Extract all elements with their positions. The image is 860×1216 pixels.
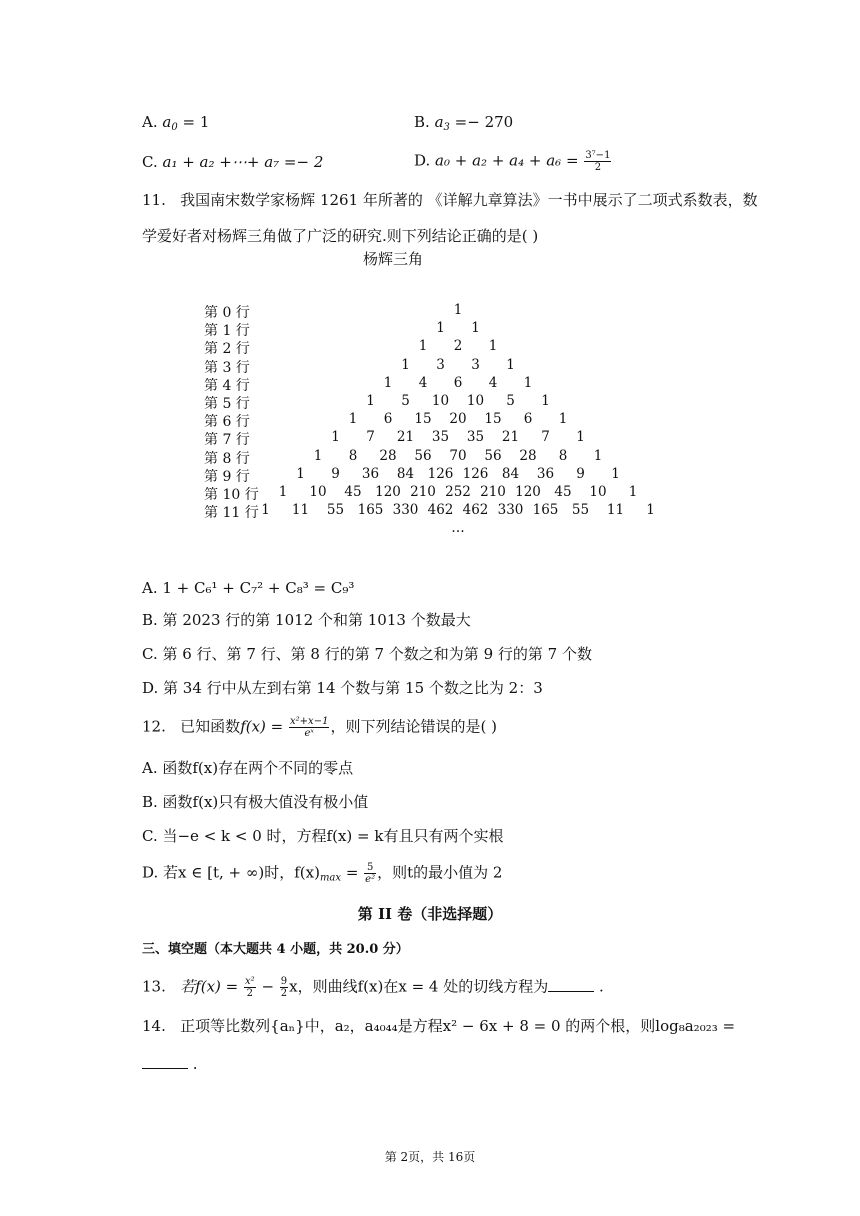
triangle-number: 70 bbox=[449, 447, 467, 464]
triangle-row-label: 第 8 行 bbox=[204, 450, 250, 467]
page-footer: 第 2页，共 16页 bbox=[384, 1150, 476, 1164]
triangle-number: 1 bbox=[436, 320, 445, 337]
triangle-number: 1 bbox=[348, 411, 358, 428]
q11-option-d: D. 第 34 行中从左到右第 14 个数与第 15 个数之比为 2：3 bbox=[142, 679, 543, 697]
triangle-number: 11 bbox=[291, 502, 310, 519]
math-var: a bbox=[434, 113, 444, 131]
triangle-number: 7 bbox=[366, 429, 375, 446]
triangle-number: 35 bbox=[431, 429, 450, 446]
triangle-number: 55 bbox=[326, 502, 345, 519]
q10-option-c bbox=[142, 152, 323, 172]
triangle-number: 1 bbox=[488, 338, 498, 355]
question-text: 我国南宋数学家杨辉 1261 年所著的 《详解九章算法》一书中展示了二项式系数表，数 bbox=[180, 191, 758, 209]
triangle-number: 1 bbox=[401, 356, 410, 373]
question-text: ，则下列结论错误的是( ) bbox=[330, 717, 497, 736]
triangle-number: 126 bbox=[427, 465, 454, 482]
triangle-row-label: 第 4 行 bbox=[204, 377, 250, 394]
triangle-number: 6 bbox=[453, 374, 463, 391]
triangle-number: 9 bbox=[576, 465, 585, 482]
frac-den: 2 bbox=[280, 988, 288, 999]
math-fx: f(x) = bbox=[240, 717, 284, 736]
triangle-number: 36 bbox=[361, 465, 380, 482]
triangle-number: 1 bbox=[278, 484, 288, 500]
frac-den: e² bbox=[365, 874, 376, 885]
math-fx: 若f(x) = bbox=[180, 977, 239, 996]
triangle-number: 1 bbox=[366, 393, 375, 409]
triangle-number: 120 bbox=[375, 484, 401, 500]
triangle-number: 1 bbox=[628, 484, 638, 500]
question-text: x，则曲线f(x)在x = 4 处的切线方程为 bbox=[289, 977, 549, 996]
q14-stem bbox=[142, 1016, 735, 1036]
q13-stem bbox=[142, 976, 604, 999]
q10-option-a bbox=[142, 112, 209, 138]
triangle-number: 1 bbox=[383, 374, 393, 391]
triangle-number: 10 bbox=[309, 484, 327, 500]
triangle-number: 210 bbox=[480, 484, 506, 500]
q12-option-d bbox=[142, 862, 502, 889]
triangle-title: 杨辉三角 bbox=[363, 250, 424, 268]
math-sub: 0 bbox=[171, 122, 178, 133]
triangle-number: 28 bbox=[519, 447, 537, 464]
triangle-number: 210 bbox=[410, 484, 436, 500]
triangle-row-label: 第 2 行 bbox=[204, 341, 250, 358]
math-rhs: =− 270 bbox=[449, 113, 514, 131]
triangle-number: 6 bbox=[523, 411, 533, 428]
fraction bbox=[584, 150, 611, 173]
triangle-number: 3 bbox=[436, 356, 445, 373]
triangle-row-label: 第 0 行 bbox=[204, 305, 250, 321]
frac-num: 3⁷−1 bbox=[585, 150, 611, 161]
fraction bbox=[244, 976, 256, 999]
triangle-row-label: 第 3 行 bbox=[204, 359, 250, 376]
triangle-number: 55 bbox=[571, 502, 590, 519]
q12-option-a: A. 函数f(x)存在两个不同的零点 bbox=[142, 759, 354, 777]
triangle-number: 1 bbox=[261, 502, 270, 519]
triangle-number: 120 bbox=[515, 484, 541, 500]
triangle-number: 1 bbox=[611, 465, 620, 482]
triangle-number: 1 bbox=[331, 429, 340, 446]
frac-num: x² bbox=[245, 976, 255, 987]
option-text: = bbox=[341, 863, 359, 882]
q14-answer-line bbox=[142, 1054, 198, 1074]
option-text: a₀ + a₂ + a₄ + a₆ = bbox=[435, 151, 579, 170]
triangle-row-label: 第 5 行 bbox=[204, 396, 250, 412]
triangle-number: 15 bbox=[414, 411, 432, 428]
triangle-number: 36 bbox=[536, 465, 555, 482]
triangle-number: 165 bbox=[357, 502, 384, 519]
option-letter: A. bbox=[142, 113, 158, 131]
frac-den: 2 bbox=[246, 988, 254, 999]
triangle-number: 1 bbox=[541, 393, 550, 409]
triangle-number: 10 bbox=[431, 393, 450, 409]
q11-option-a: A. 1 + C₆¹ + C₇² + C₈³ = C₉³ bbox=[142, 579, 355, 597]
triangle-number: 45 bbox=[344, 484, 362, 500]
triangle-number: 165 bbox=[532, 502, 559, 519]
option-letter: B. bbox=[414, 113, 430, 131]
triangle-row-label: 第 7 行 bbox=[204, 432, 250, 449]
section-title: 第 II 卷（非选择题） bbox=[357, 905, 503, 923]
triangle-number: 462 bbox=[462, 502, 489, 519]
triangle-row-label: 第 10 行 bbox=[204, 487, 259, 503]
q11-line1 bbox=[142, 190, 758, 210]
q10-option-d bbox=[414, 150, 612, 173]
triangle-number: 10 bbox=[466, 393, 485, 409]
question-number: 14. bbox=[142, 1017, 166, 1035]
frac-den: 2 bbox=[594, 162, 602, 173]
math-rhs: = 1 bbox=[177, 113, 210, 131]
q11-option-c: C. 第 6 行、第 7 行、第 8 行的第 7 个数之和为第 9 行的第 7 个数 bbox=[142, 645, 592, 663]
triangle-row-label: 第 6 行 bbox=[204, 414, 250, 431]
triangle-number: 10 bbox=[589, 484, 607, 500]
option-text: D. 若x ∈ [t, + ∞)时，f(x) bbox=[142, 863, 320, 882]
triangle-number: 1 bbox=[576, 429, 585, 446]
triangle-row-label: 第 9 行 bbox=[204, 468, 250, 485]
triangle-number: 1 bbox=[418, 338, 428, 355]
frac-num: x²+x−1 bbox=[290, 716, 329, 727]
question-text: . bbox=[594, 977, 604, 996]
triangle-number: 6 bbox=[383, 411, 393, 428]
q12-option-c: C. 当−e < k < 0 时，方程f(x) = k有且只有两个实根 bbox=[142, 827, 504, 845]
frac-num: 5 bbox=[364, 862, 376, 874]
triangle-number: 84 bbox=[396, 465, 415, 482]
triangle-number: 4 bbox=[418, 374, 428, 391]
triangle-number: 20 bbox=[449, 411, 467, 428]
fraction bbox=[364, 862, 376, 885]
triangle-number: 1 bbox=[558, 411, 568, 428]
triangle-ellipsis: … bbox=[451, 520, 465, 537]
answer-blank[interactable] bbox=[548, 977, 594, 992]
frac-den: eˣ bbox=[304, 728, 314, 739]
triangle-number: 4 bbox=[488, 374, 498, 391]
triangle-number: 21 bbox=[501, 429, 520, 446]
question-text: 已知函数 bbox=[180, 717, 241, 736]
triangle-number: 1 bbox=[506, 356, 515, 373]
triangle-number: 126 bbox=[462, 465, 489, 482]
option-text: a₁ + a₂ +⋯+ a₇ =− 2 bbox=[162, 153, 324, 171]
triangle-number: 252 bbox=[445, 484, 471, 500]
triangle-number: 1 bbox=[523, 374, 533, 391]
triangle-row-label: 第 1 行 bbox=[204, 323, 250, 340]
q12-stem bbox=[142, 716, 497, 739]
triangle-number: 1 bbox=[646, 502, 655, 519]
section-heading: 三、填空题（本大题共 4 小题，共 20.0 分） bbox=[142, 942, 409, 957]
fraction bbox=[289, 716, 329, 739]
triangle-number: 56 bbox=[414, 447, 432, 464]
question-number: 12. bbox=[142, 717, 166, 736]
triangle-number: 21 bbox=[396, 429, 415, 446]
question-number: 13. bbox=[142, 977, 166, 996]
triangle-number: 84 bbox=[501, 465, 520, 482]
triangle-number: 5 bbox=[401, 393, 410, 409]
q10-option-b bbox=[414, 112, 513, 138]
triangle-number: 1 bbox=[471, 320, 480, 337]
triangle-number: 5 bbox=[506, 393, 515, 409]
triangle-number: 1 bbox=[313, 447, 323, 464]
question-text: . bbox=[188, 1055, 198, 1073]
question-number: 11. bbox=[142, 191, 166, 209]
triangle-row-label: 第 11 行 bbox=[204, 505, 259, 522]
triangle-number: 7 bbox=[541, 429, 550, 446]
triangle-number: 1 bbox=[453, 302, 463, 318]
frac-num: 9 bbox=[280, 976, 288, 987]
triangle-number: 56 bbox=[484, 447, 502, 464]
triangle-number: 28 bbox=[379, 447, 397, 464]
question-text: 正项等比数列{aₙ}中，a₂，a₄₀₄₄是方程x² − 6x + 8 = 0 的两个根，则log₈a₂₀₂₃ = bbox=[180, 1017, 736, 1035]
triangle-number: 9 bbox=[331, 465, 340, 482]
q12-option-b: B. 函数f(x)只有极大值没有极小值 bbox=[142, 793, 369, 811]
math-op: − bbox=[256, 977, 275, 996]
triangle-number: 1 bbox=[593, 447, 603, 464]
q11-line2: 学爱好者对杨辉三角做了广泛的研究.则下列结论正确的是( ) bbox=[142, 227, 539, 245]
fraction bbox=[280, 976, 288, 999]
triangle-number: 330 bbox=[497, 502, 524, 519]
answer-blank[interactable] bbox=[142, 1054, 188, 1069]
triangle-number: 45 bbox=[554, 484, 572, 500]
triangle-number: 15 bbox=[484, 411, 502, 428]
triangle-number: 3 bbox=[471, 356, 480, 373]
option-letter: D. bbox=[414, 151, 431, 170]
triangle-number: 330 bbox=[392, 502, 419, 519]
triangle-number: 462 bbox=[427, 502, 454, 519]
q11-option-b: B. 第 2023 行的第 1012 个和第 1013 个数最大 bbox=[142, 611, 471, 629]
math-var: a bbox=[162, 113, 172, 131]
triangle-number: 35 bbox=[466, 429, 485, 446]
option-letter: C. bbox=[142, 153, 158, 171]
math-sub: max bbox=[319, 872, 342, 884]
triangle-number: 2 bbox=[453, 338, 463, 355]
option-text: ，则t的最小值为 2 bbox=[377, 863, 503, 882]
triangle-number: 8 bbox=[558, 447, 568, 464]
triangle-number: 1 bbox=[296, 465, 305, 482]
triangle-number: 11 bbox=[606, 502, 625, 519]
triangle-number: 8 bbox=[348, 447, 358, 464]
math-sub: 3 bbox=[443, 122, 450, 133]
